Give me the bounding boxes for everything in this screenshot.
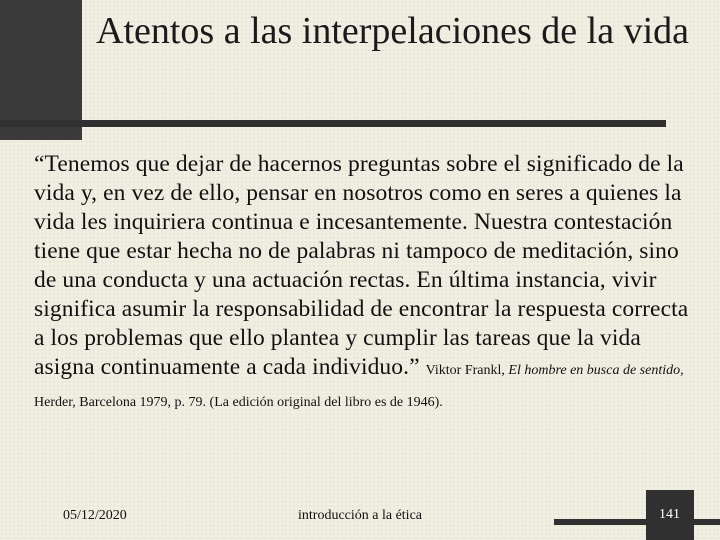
quote-text: “Tenemos que dejar de hacernos preguntas sobre el significado de la vida y, en vez de ello, pensar en nosotros como en seres a quienes la vida les inquiriera continua e incesantemente. Nuestra contestación tiene que estar hecha no de palabras ni tampoco de meditación, sino de una conducta y una actuación rectas. En última instancia, vivir significa asumir la responsabilidad de encontrar la respuesta correcta a los problemas que ello plantea y cumplir las tareas que la vida asigna continuamente a cada individuo.”: [34, 151, 689, 380]
citation-details: Herder, Barcelona 1979, p. 79. (La edición original del libro es de 1946).: [34, 395, 443, 410]
quote-body: [34, 150, 704, 417]
footer-rule: [554, 519, 720, 525]
title-underline-rule: [0, 120, 666, 127]
citation-work: El hombre en busca de sentido,: [508, 363, 684, 378]
slide-title: Atentos a las interpelaciones de la vida: [96, 10, 690, 52]
footer-course-title: introducción a la ética: [298, 508, 422, 523]
footer-date: 05/12/2020: [63, 508, 127, 523]
title-accent-bar: [0, 0, 82, 140]
page-number: 141: [659, 507, 680, 522]
citation-author: Viktor Frankl,: [425, 363, 505, 378]
